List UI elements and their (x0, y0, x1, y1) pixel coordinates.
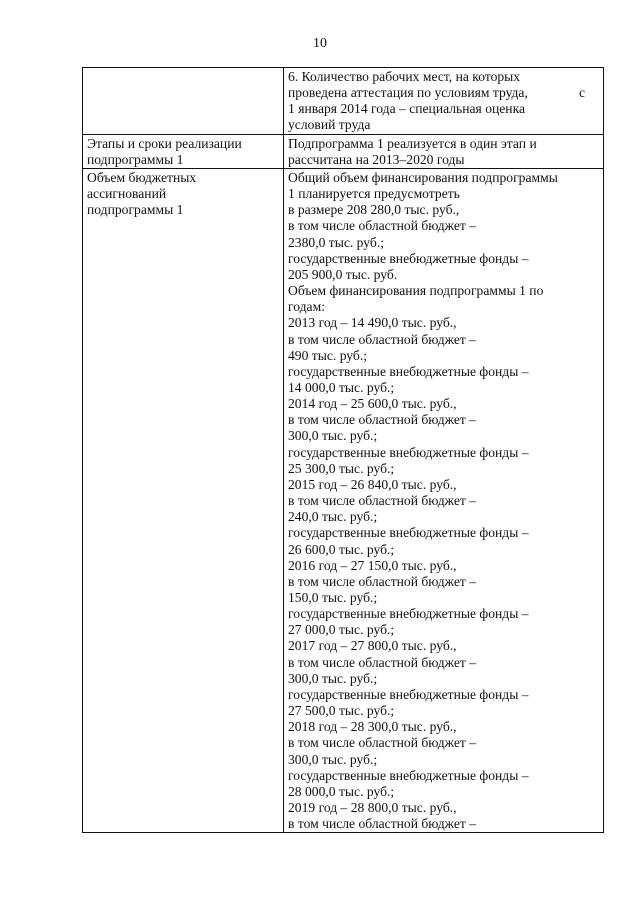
label-line: Объем бюджетных (87, 169, 197, 185)
row-label-cell (83, 168, 284, 832)
text-line: 28 000,0 тыс. руб.; (288, 783, 395, 799)
text-line: в том числе областной бюджет – (288, 654, 477, 670)
row-value-cell (284, 168, 604, 832)
text-line: 14 000,0 тыс. руб.; (288, 379, 395, 395)
text-line: 1 января 2014 года – специальная оценка (288, 101, 526, 117)
text-line: государственные внебюджетные фонды – (288, 767, 529, 783)
table-row-stages (83, 134, 604, 168)
subprogram-passport-table (82, 67, 604, 833)
label-line: подпрограммы 1 (87, 151, 184, 167)
table-row-budget (83, 168, 604, 832)
text-line-suffix: с (578, 85, 585, 101)
text-line: государственные внебюджетные фонды – (288, 606, 529, 622)
text-line: 205 900,0 тыс. руб. (288, 266, 398, 282)
text-line: в том числе областной бюджет – (288, 735, 477, 751)
text-line: в том числе областной бюджет – (288, 218, 477, 234)
row-value-cell (284, 134, 604, 168)
text-line: 150,0 тыс. руб.; (288, 590, 378, 605)
text-line: в том числе областной бюджет – (288, 573, 477, 589)
text-line: 6. Количество рабочих мест, на которых (288, 69, 521, 84)
row-label-cell (83, 134, 284, 168)
text-line: 27 500,0 тыс. руб.; (288, 703, 395, 719)
text-line: Общий объем финансирования подпрограммы (288, 169, 558, 185)
text-line: 240,0 тыс. руб.; (288, 509, 378, 525)
label-line: Этапы и сроки реализации (87, 135, 242, 151)
text-line: 2380,0 тыс. руб.; (288, 234, 385, 250)
text-line: в размере 208 280,0 тыс. руб., (288, 202, 460, 218)
text-line: годам: (288, 299, 325, 315)
table-row-indicators (83, 68, 604, 135)
text-line: 300,0 тыс. руб.; (288, 428, 378, 444)
text-line: Подпрограмма 1 реализуется в один этап и (288, 135, 537, 151)
row-value-cell (284, 68, 604, 135)
text-line: 1 планируется предусмотреть (288, 186, 460, 202)
text-line: 490 тыс. руб.; (288, 347, 368, 363)
text-line-main: проведена аттестация по условиям труда, (288, 85, 528, 101)
text-line: 2017 год – 27 800,0 тыс. руб., (288, 638, 457, 654)
text-line: государственные внебюджетные фонды – (288, 686, 529, 702)
row-label-cell (83, 68, 284, 135)
text-line: 2014 год – 25 600,0 тыс. руб., (288, 396, 457, 412)
text-line: 26 600,0 тыс. руб.; (288, 541, 395, 557)
text-line: условий труда (288, 117, 371, 133)
text-line: 2018 год – 28 300,0 тыс. руб., (288, 719, 457, 735)
text-line: государственные внебюджетные фонды – (288, 444, 529, 460)
label-line: ассигнований (87, 186, 167, 202)
text-line: 25 300,0 тыс. руб.; (288, 460, 395, 476)
text-line: в том числе областной бюджет – (288, 493, 477, 509)
label-line: подпрограммы 1 (87, 202, 184, 218)
text-line: 27 000,0 тыс. руб.; (288, 622, 395, 638)
text-line: 2015 год – 26 840,0 тыс. руб., (288, 476, 457, 492)
text-line: государственные внебюджетные фонды – (288, 363, 529, 379)
text-line: 300,0 тыс. руб.; (288, 751, 378, 767)
text-line: Объем финансирования подпрограммы 1 по (288, 283, 544, 299)
text-line: государственные внебюджетные фонды – (288, 250, 529, 266)
text-line: в том числе областной бюджет – (288, 412, 477, 428)
text-line: рассчитана на 2013–2020 годы (288, 151, 465, 167)
text-line: 2019 год – 28 800,0 тыс. руб., (288, 800, 457, 816)
text-line: 2016 год – 27 150,0 тыс. руб., (288, 557, 457, 573)
text-line: в том числе областной бюджет – (288, 816, 477, 832)
text-line (288, 85, 599, 101)
text-line: 2013 год – 14 490,0 тыс. руб., (288, 315, 457, 331)
text-line: 300,0 тыс. руб.; (288, 670, 378, 686)
text-line: в том числе областной бюджет – (288, 331, 477, 347)
text-line: государственные внебюджетные фонды – (288, 525, 529, 541)
page-number: 10 (313, 36, 327, 51)
